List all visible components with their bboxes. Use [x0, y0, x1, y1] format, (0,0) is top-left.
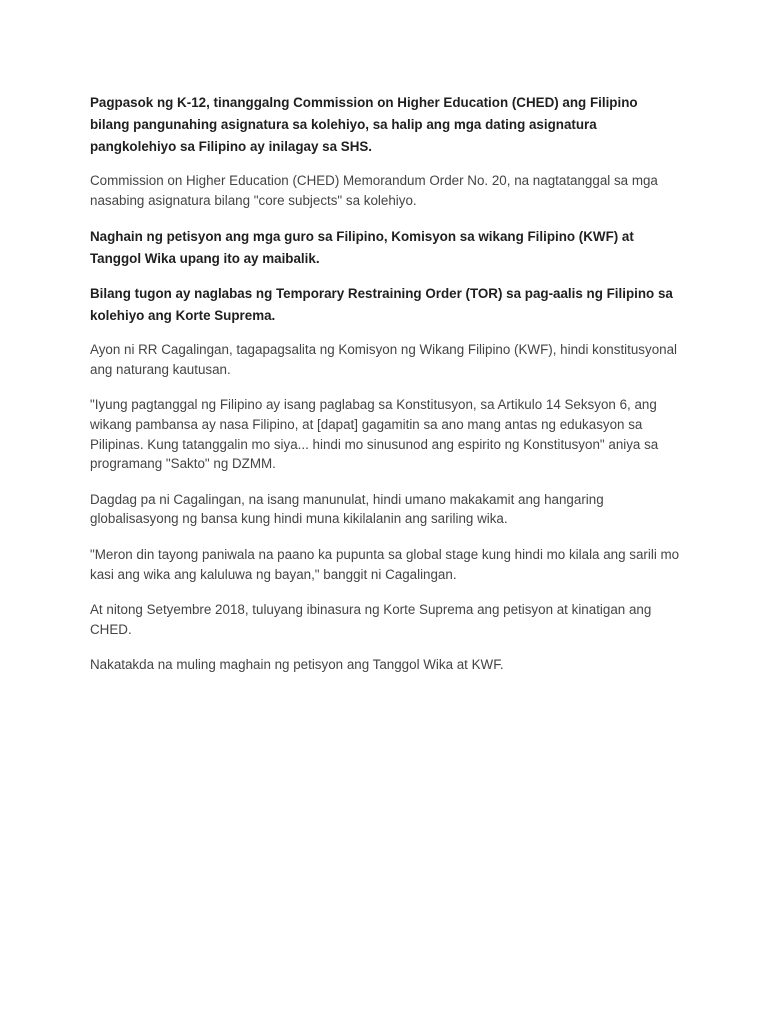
paragraph-supreme-court-ruling: At nitong Setyembre 2018, tuluyang ibinasura ng Korte Suprema ang petisyon at kinatigan ang CHED. [90, 602, 656, 637]
paragraph-new-petition: Nakatakda na muling maghain ng petisyon ang Tanggol Wika at KWF. [90, 657, 504, 673]
document-body [90, 92, 683, 691]
paragraph-quote-constitution: "Iyung pagtanggal ng Filipino ay isang paglabag sa Konstitusyon, sa Artikulo 14 Seksyon 6, ang wikang pambansa ay nasa Filipino, at [dapat] gagamitin sa ano mang antas ng edukasyon sa Pilipinas. Kung tatanggalin mo siya... hindi mo sinusunod ang espirito ng Konstitusyon" aniya sa programang "Sakto" ng DZMM. [90, 397, 662, 472]
paragraph-cagalingan-statement: Ayon ni RR Cagalingan, tagapagsalita ng Komisyon ng Wikang Filipino (KWF), hindi konstitusyonal ang naturang kautusan. [90, 342, 681, 377]
paragraph-ched-memo: Commission on Higher Education (CHED) Memorandum Order No. 20, na nagtatanggal sa mga nasabing asignatura bilang "core subjects" sa kolehiyo. [90, 173, 662, 208]
paragraph-globalization: Dagdag pa ni Cagalingan, na isang manunulat, hindi umano makakamit ang hangaring globalisasyong ng bansa kung hindi muna kikilalanin ang sariling wika. [90, 491, 608, 527]
paragraph-tro: Bilang tugon ay naglabas ng Temporary Restraining Order (TOR) sa pag-aalis ng Filipino sa kolehiyo ang Korte Suprema. [90, 286, 677, 324]
paragraph-quote-global-stage: "Meron din tayong paniwala na paano ka pupunta sa global stage kung hindi mo kilala ang sarili mo kasi ang wika ang kaluluwa ng bayan," banggit ni Cagalingan. [90, 546, 683, 582]
paragraph-petition: Naghain ng petisyon ang mga guro sa Filipino, Komisyon sa wikang Filipino (KWF) at Tanggol Wika upang ito ay maibalik. [90, 229, 642, 267]
paragraph-k12-intro: Pagpasok ng K-12, tinanggalng Commission on Higher Education (CHED) ang Filipino bilang pangunahing asignatura sa kolehiyo, sa halip ang mga dating asignatura pangkolehiyo sa Filipino ay inilagay sa SHS. [90, 95, 642, 154]
